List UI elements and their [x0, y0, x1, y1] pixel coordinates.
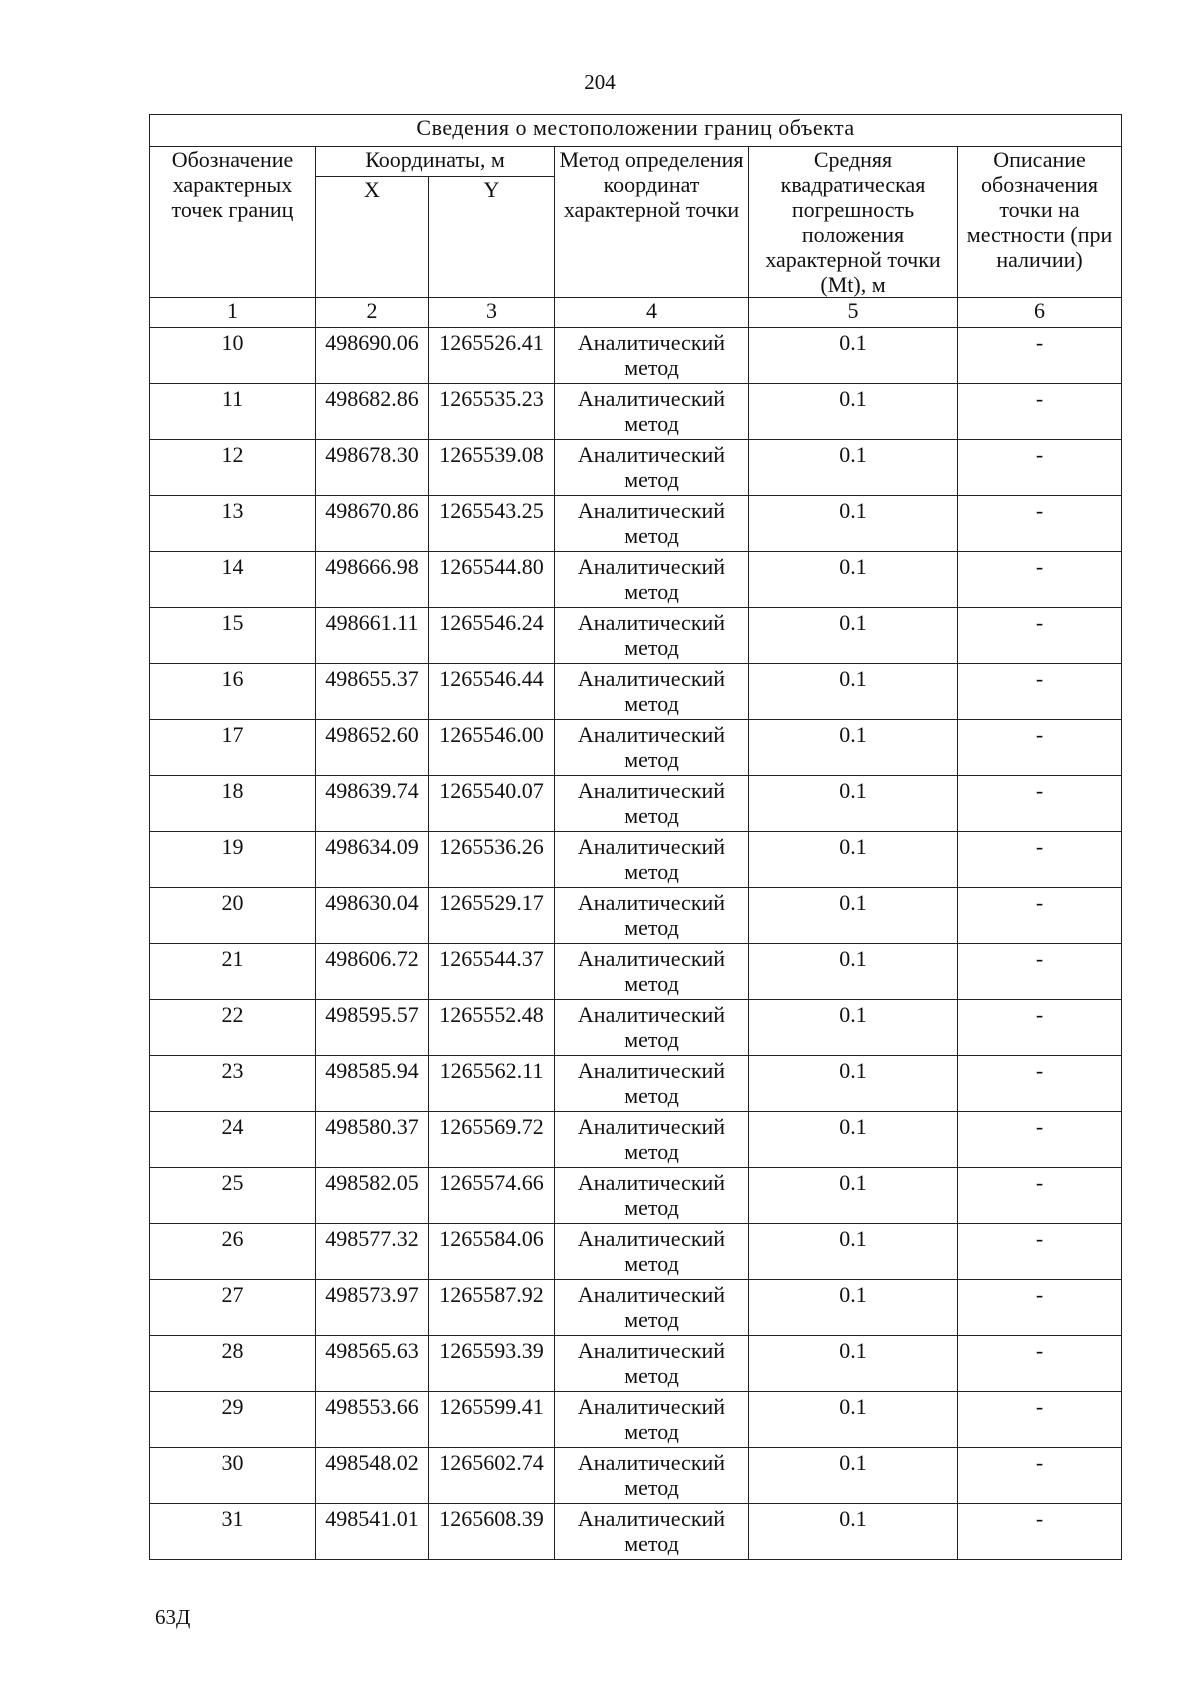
cell-point: 17 — [150, 720, 316, 776]
cell-point: 16 — [150, 664, 316, 720]
cell-x: 498595.57 — [316, 1000, 429, 1056]
column-number: 5 — [749, 298, 958, 328]
cell-method: Аналитический метод — [555, 1448, 749, 1504]
cell-accuracy: 0.1 — [749, 608, 958, 664]
cell-accuracy: 0.1 — [749, 328, 958, 384]
cell-y: 1265543.25 — [429, 496, 555, 552]
cell-description: - — [958, 1336, 1122, 1392]
cell-method: Аналитический метод — [555, 1168, 749, 1224]
cell-y: 1265587.92 — [429, 1280, 555, 1336]
cell-y: 1265529.17 — [429, 888, 555, 944]
footer-code: 63Д — [155, 1605, 191, 1629]
cell-y: 1265574.66 — [429, 1168, 555, 1224]
boundary-coordinates-table — [149, 114, 1122, 1560]
table-row — [150, 1280, 1122, 1336]
cell-x: 498582.05 — [316, 1168, 429, 1224]
table-row — [150, 384, 1122, 440]
cell-description: - — [958, 1224, 1122, 1280]
cell-accuracy: 0.1 — [749, 888, 958, 944]
cell-description: - — [958, 832, 1122, 888]
cell-accuracy: 0.1 — [749, 552, 958, 608]
table-row — [150, 888, 1122, 944]
cell-method: Аналитический метод — [555, 1056, 749, 1112]
cell-accuracy: 0.1 — [749, 776, 958, 832]
cell-method: Аналитический метод — [555, 1392, 749, 1448]
cell-method: Аналитический метод — [555, 1112, 749, 1168]
cell-accuracy: 0.1 — [749, 1448, 958, 1504]
table-row — [150, 1448, 1122, 1504]
table-row — [150, 664, 1122, 720]
cell-accuracy: 0.1 — [749, 720, 958, 776]
cell-method: Аналитический метод — [555, 888, 749, 944]
table-row — [150, 1168, 1122, 1224]
cell-description: - — [958, 776, 1122, 832]
cell-y: 1265536.26 — [429, 832, 555, 888]
table-row — [150, 1056, 1122, 1112]
header-point: Обозначение характерных точек границ — [150, 147, 316, 298]
cell-description: - — [958, 608, 1122, 664]
cell-point: 21 — [150, 944, 316, 1000]
cell-description: - — [958, 1280, 1122, 1336]
cell-description: - — [958, 1168, 1122, 1224]
cell-x: 498634.09 — [316, 832, 429, 888]
cell-x: 498565.63 — [316, 1336, 429, 1392]
cell-description: - — [958, 1000, 1122, 1056]
cell-description: - — [958, 384, 1122, 440]
cell-y: 1265602.74 — [429, 1448, 555, 1504]
table-row — [150, 1392, 1122, 1448]
cell-description: - — [958, 944, 1122, 1000]
cell-y: 1265552.48 — [429, 1000, 555, 1056]
table-row — [150, 1112, 1122, 1168]
cell-point: 28 — [150, 1336, 316, 1392]
cell-accuracy: 0.1 — [749, 1280, 958, 1336]
cell-x: 498548.02 — [316, 1448, 429, 1504]
cell-y: 1265544.37 — [429, 944, 555, 1000]
cell-point: 19 — [150, 832, 316, 888]
cell-y: 1265569.72 — [429, 1112, 555, 1168]
cell-accuracy: 0.1 — [749, 1168, 958, 1224]
cell-description: - — [958, 1504, 1122, 1560]
cell-method: Аналитический метод — [555, 440, 749, 496]
cell-point: 22 — [150, 1000, 316, 1056]
table-row — [150, 832, 1122, 888]
cell-x: 498661.11 — [316, 608, 429, 664]
cell-x: 498655.37 — [316, 664, 429, 720]
cell-accuracy: 0.1 — [749, 664, 958, 720]
cell-x: 498690.06 — [316, 328, 429, 384]
cell-accuracy: 0.1 — [749, 496, 958, 552]
cell-x: 498682.86 — [316, 384, 429, 440]
cell-y: 1265593.39 — [429, 1336, 555, 1392]
cell-x: 498670.86 — [316, 496, 429, 552]
header-accuracy: Средняя квадратическая погрешность положения характерной точки (Mt), м — [749, 147, 958, 298]
cell-method: Аналитический метод — [555, 496, 749, 552]
cell-accuracy: 0.1 — [749, 1056, 958, 1112]
cell-method: Аналитический метод — [555, 776, 749, 832]
cell-description: - — [958, 1448, 1122, 1504]
cell-x: 498580.37 — [316, 1112, 429, 1168]
header-y: Y — [429, 176, 555, 297]
cell-y: 1265584.06 — [429, 1224, 555, 1280]
table-row — [150, 720, 1122, 776]
cell-accuracy: 0.1 — [749, 944, 958, 1000]
cell-x: 498541.01 — [316, 1504, 429, 1560]
cell-accuracy: 0.1 — [749, 1112, 958, 1168]
cell-point: 11 — [150, 384, 316, 440]
table-row — [150, 1000, 1122, 1056]
cell-point: 24 — [150, 1112, 316, 1168]
cell-accuracy: 0.1 — [749, 1336, 958, 1392]
cell-description: - — [958, 440, 1122, 496]
table-row — [150, 776, 1122, 832]
column-number: 3 — [429, 298, 555, 328]
header-method: Метод определения координат характерной точки — [555, 147, 749, 298]
cell-y: 1265599.41 — [429, 1392, 555, 1448]
cell-description: - — [958, 496, 1122, 552]
cell-description: - — [958, 664, 1122, 720]
cell-description: - — [958, 1392, 1122, 1448]
cell-y: 1265546.24 — [429, 608, 555, 664]
cell-description: - — [958, 552, 1122, 608]
page-number: 204 — [584, 70, 616, 94]
cell-point: 23 — [150, 1056, 316, 1112]
cell-method: Аналитический метод — [555, 832, 749, 888]
cell-accuracy: 0.1 — [749, 384, 958, 440]
table-row — [150, 552, 1122, 608]
cell-point: 15 — [150, 608, 316, 664]
column-number-row — [150, 298, 1122, 328]
cell-y: 1265535.23 — [429, 384, 555, 440]
cell-x: 498639.74 — [316, 776, 429, 832]
cell-description: - — [958, 1056, 1122, 1112]
table-row — [150, 1336, 1122, 1392]
cell-point: 30 — [150, 1448, 316, 1504]
cell-point: 18 — [150, 776, 316, 832]
cell-description: - — [958, 888, 1122, 944]
header-x: X — [316, 176, 429, 297]
cell-y: 1265546.00 — [429, 720, 555, 776]
cell-method: Аналитический метод — [555, 944, 749, 1000]
cell-method: Аналитический метод — [555, 1336, 749, 1392]
cell-y: 1265562.11 — [429, 1056, 555, 1112]
cell-point: 27 — [150, 1280, 316, 1336]
cell-point: 31 — [150, 1504, 316, 1560]
cell-accuracy: 0.1 — [749, 1504, 958, 1560]
table-row — [150, 944, 1122, 1000]
cell-x: 498652.60 — [316, 720, 429, 776]
cell-accuracy: 0.1 — [749, 440, 958, 496]
table-row — [150, 496, 1122, 552]
cell-method: Аналитический метод — [555, 1280, 749, 1336]
cell-method: Аналитический метод — [555, 664, 749, 720]
cell-x: 498553.66 — [316, 1392, 429, 1448]
cell-description: - — [958, 328, 1122, 384]
cell-method: Аналитический метод — [555, 1224, 749, 1280]
cell-y: 1265544.80 — [429, 552, 555, 608]
table-row — [150, 440, 1122, 496]
header-description: Описание обозначения точки на местности (при наличии) — [958, 147, 1122, 298]
cell-point: 29 — [150, 1392, 316, 1448]
cell-point: 14 — [150, 552, 316, 608]
cell-y: 1265526.41 — [429, 328, 555, 384]
cell-point: 25 — [150, 1168, 316, 1224]
table-row — [150, 608, 1122, 664]
table-row — [150, 1224, 1122, 1280]
cell-y: 1265546.44 — [429, 664, 555, 720]
cell-method: Аналитический метод — [555, 384, 749, 440]
cell-point: 20 — [150, 888, 316, 944]
header-coordinates: Координаты, м — [316, 147, 555, 177]
cell-point: 13 — [150, 496, 316, 552]
cell-x: 498606.72 — [316, 944, 429, 1000]
cell-accuracy: 0.1 — [749, 1224, 958, 1280]
column-number: 4 — [555, 298, 749, 328]
cell-description: - — [958, 720, 1122, 776]
cell-y: 1265540.07 — [429, 776, 555, 832]
table-row — [150, 328, 1122, 384]
cell-method: Аналитический метод — [555, 1504, 749, 1560]
cell-method: Аналитический метод — [555, 720, 749, 776]
cell-x: 498577.32 — [316, 1224, 429, 1280]
cell-x: 498630.04 — [316, 888, 429, 944]
cell-method: Аналитический метод — [555, 552, 749, 608]
table-title: Сведения о местоположении границ объекта — [150, 115, 1122, 147]
cell-method: Аналитический метод — [555, 1000, 749, 1056]
cell-method: Аналитический метод — [555, 328, 749, 384]
cell-x: 498573.97 — [316, 1280, 429, 1336]
cell-accuracy: 0.1 — [749, 1392, 958, 1448]
cell-accuracy: 0.1 — [749, 1000, 958, 1056]
cell-point: 26 — [150, 1224, 316, 1280]
column-number: 6 — [958, 298, 1122, 328]
table-row — [150, 1504, 1122, 1560]
cell-method: Аналитический метод — [555, 608, 749, 664]
cell-description: - — [958, 1112, 1122, 1168]
cell-x: 498678.30 — [316, 440, 429, 496]
cell-accuracy: 0.1 — [749, 832, 958, 888]
cell-point: 12 — [150, 440, 316, 496]
cell-x: 498585.94 — [316, 1056, 429, 1112]
cell-y: 1265539.08 — [429, 440, 555, 496]
column-number: 2 — [316, 298, 429, 328]
column-number: 1 — [150, 298, 316, 328]
cell-point: 10 — [150, 328, 316, 384]
cell-x: 498666.98 — [316, 552, 429, 608]
cell-y: 1265608.39 — [429, 1504, 555, 1560]
